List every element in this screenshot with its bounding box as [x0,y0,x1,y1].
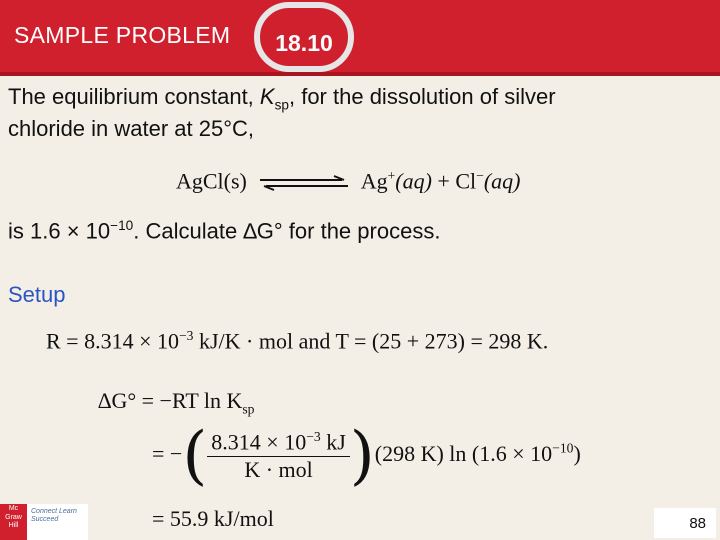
problem-text: is 1.6 × 10 [8,218,111,244]
numerator-unit: kJ [320,429,346,455]
exponent: −10 [552,440,574,456]
ksp-symbol: K [259,84,275,109]
problem-text: , for the dissolution of silver [288,84,556,109]
slide-header [0,0,720,72]
cl-state: (aq) [483,168,521,194]
setup-r-line [46,328,548,354]
equilibrium-arrows-icon [258,175,350,191]
problem-line-3 [8,218,440,244]
r-fraction [207,429,349,482]
fraction-denominator: K · mol [207,456,349,483]
product-cl: Cl [455,168,477,194]
problem-line-1 [8,84,556,112]
ag-charge: + [387,168,396,183]
page-number: 88 [689,515,706,532]
exponent: −3 [306,429,321,445]
reaction-equation [176,168,520,194]
r-units-t-value: kJ/K · mol and T = (25 + 273) = 298 K. [193,328,549,354]
numerator-value: 8.314 × 10 [211,429,307,455]
close-paren: ) [573,441,581,467]
header-divider [0,72,720,76]
header-label: SAMPLE PROBLEM [14,22,231,48]
delta-g-substitution [152,419,581,493]
logo-tagline: Connect Learn Succeed [31,508,77,523]
equals-minus: = − [152,441,183,467]
setup-heading: Setup [8,282,66,307]
problem-line-2: chloride in water at 25°C, [8,116,255,141]
delta-g-result: = 55.9 kJ/mol [152,506,274,531]
ksp-subscript: sp [274,97,289,113]
delta-g-equation [98,388,254,417]
exponent: −10 [110,218,134,233]
temperature-log-term: (298 K) ln (1.6 × 10 [374,441,553,467]
left-paren: ( [182,419,208,493]
problem-number: 18.10 [275,30,333,56]
exponent: −3 [179,328,194,343]
mcgraw-hill-logo-icon: Mc Graw Hill [0,504,27,540]
problem-text: The equilibrium constant, [8,84,260,109]
r-value: R = 8.314 × 10 [46,328,179,354]
fraction-numerator [207,429,349,455]
plus-sign: + [437,168,450,194]
cl-charge: − [476,168,484,183]
publisher-logo [0,504,88,540]
reactant: AgCl(s) [176,168,247,194]
page-number-box [654,508,716,538]
right-paren: ) [349,419,375,493]
problem-number-badge [254,2,354,72]
delta-g-expression: ∆G° = −RT ln K [98,388,243,413]
ag-state: (aq) [395,168,432,194]
problem-text: . Calculate ∆G° for the process. [133,218,441,244]
product-ag: Ag [360,168,388,194]
ksp-subscript: sp [242,401,255,417]
